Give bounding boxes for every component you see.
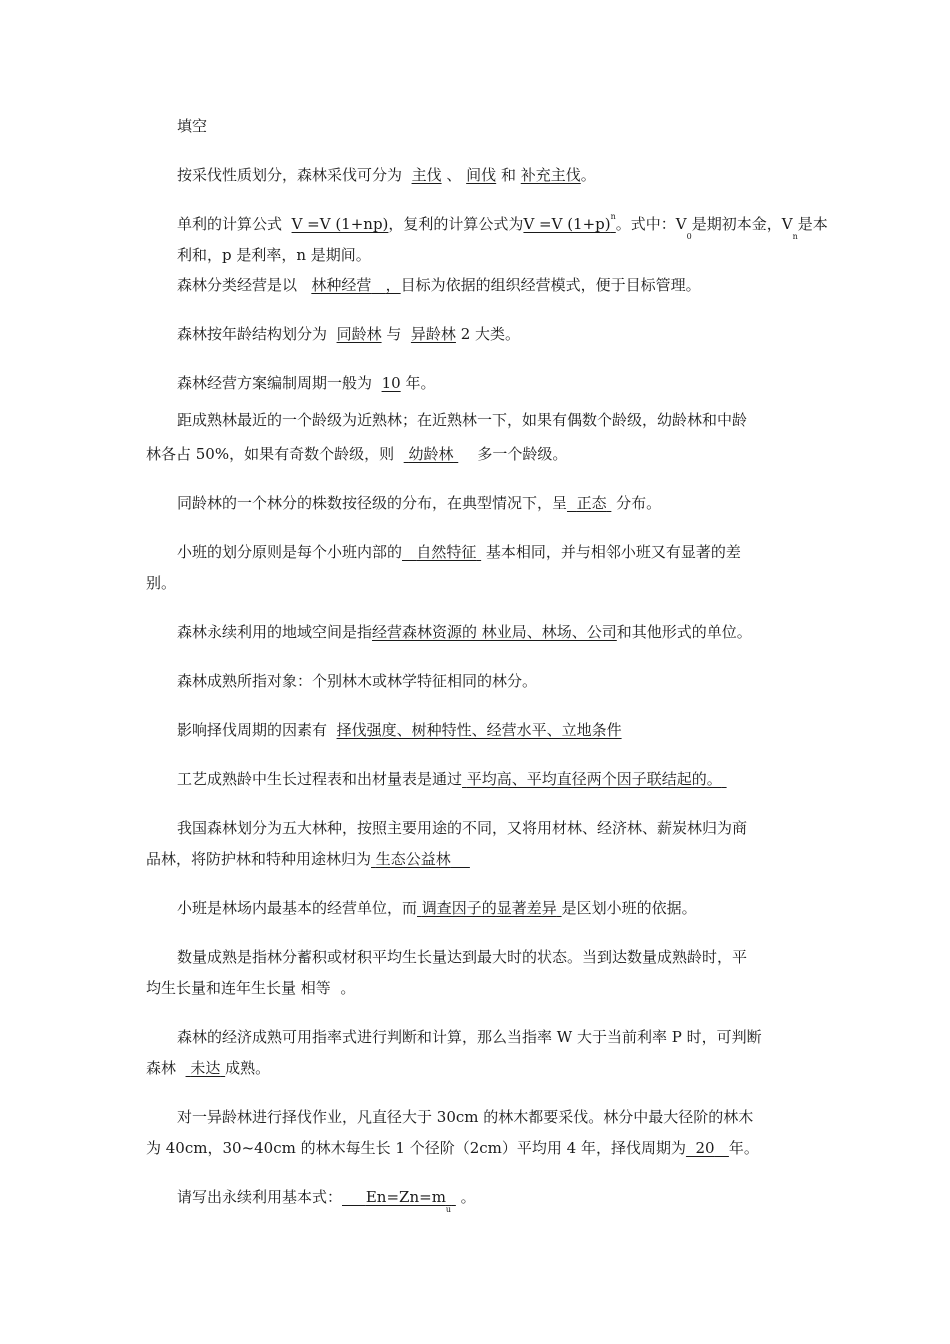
- q2-answer-1: [292, 215, 389, 233]
- q8-text-2: 基本相同，并与相邻小班又有显著的差: [485, 543, 741, 561]
- q15-text: 数量成熟是指林分蓄积或材积平均生长量达到最大时的状态。当到达数量成熟龄时，平: [177, 948, 748, 966]
- q1-conjunction: 和: [500, 166, 516, 184]
- question-8-line-1: [146, 538, 841, 567]
- q4-answer-1: 同龄林: [336, 325, 382, 343]
- q17-text: 对一异龄林进行择伐作业，凡直径大于 30cm 的林木都要采伐。林分中最大径阶的林木: [177, 1108, 754, 1126]
- q16-text-2: 森林: [146, 1059, 177, 1077]
- question-16-line-1: [146, 1023, 841, 1052]
- question-2: [146, 210, 841, 270]
- question-8-line-2: [146, 569, 810, 598]
- q13-text-2: 品林，将防护林和特种用途林归为: [146, 850, 372, 868]
- q13-text: 我国森林划分为五大林种，按照主要用途的不同，又将用材林、经济林、薪炭林归为商: [177, 819, 748, 837]
- question-5: [146, 369, 841, 398]
- q9-answer-1: 经营森林资源的 林业局、林场、公司: [372, 623, 617, 641]
- q14-text: 小班是林场内最基本的经营单位，而: [177, 899, 418, 917]
- q14-answer-text: 调查因子的显著差异: [421, 899, 557, 917]
- question-14: [146, 894, 841, 923]
- q11-answer-1: 择伐强度、树种特性、经营水平、立地条件: [336, 721, 622, 739]
- q17-answer-text: 20: [695, 1139, 715, 1157]
- q13-answer-1: [371, 850, 470, 868]
- q1-end: 。: [580, 166, 596, 184]
- q4-answer-2: 异龄林: [410, 325, 456, 343]
- q8-end: 别。: [146, 574, 177, 592]
- q5-text: 森林经营方案编制周期一般为: [177, 374, 373, 392]
- q3-answer-text: 林种经营: [311, 276, 372, 294]
- q6-answer-text: 幼龄林: [408, 445, 454, 463]
- question-7: [146, 489, 841, 518]
- q16-end: 成熟。: [225, 1059, 271, 1077]
- q8-answer-1: [402, 543, 481, 561]
- q2-answer-2: [523, 212, 616, 233]
- q9-end: 和其他形式的单位。: [616, 623, 752, 641]
- q6-end: 多一个龄级。: [477, 445, 568, 463]
- q16-answer-text: 未达: [190, 1059, 221, 1077]
- q13-answer-text: 生态公益林: [375, 850, 451, 868]
- question-13-line-2: [146, 845, 810, 874]
- q7-answer-text: 正态: [576, 494, 607, 512]
- question-15-line-2: [146, 974, 810, 1003]
- q18-subscript: u: [445, 1205, 452, 1214]
- question-3: [146, 271, 841, 300]
- question-6-line-1: [146, 406, 841, 435]
- q18-answer-text: En=Zn=m: [365, 1188, 446, 1206]
- q12-answer-text: 平均高、平均直径两个因子联结起的。: [466, 770, 722, 788]
- section-heading: [146, 112, 841, 141]
- q8-text: 小班的划分原则是每个小班内部的: [177, 543, 403, 561]
- q7-answer-1: [567, 494, 611, 512]
- q2-simple-interest-formula: V =V (1+np): [291, 215, 389, 233]
- q16-answer-1: [186, 1059, 226, 1077]
- question-9: [146, 618, 841, 647]
- q6-answer-1: [404, 445, 459, 463]
- q1-answer-3: 补充主伐: [520, 166, 581, 184]
- q9-text: 森林永续利用的地域空间是指: [177, 623, 373, 641]
- q17-answer-1: [686, 1139, 729, 1157]
- q2-legend-2: 是期初本金，V: [691, 215, 793, 233]
- q12-text: 工艺成熟龄中生长过程表和出材量表是通过: [177, 770, 463, 788]
- question-15-line-1: [146, 943, 841, 972]
- q2-subscript-0: 0: [686, 232, 692, 241]
- question-13-line-1: [146, 814, 841, 843]
- q1-answer-2: 间伐: [466, 166, 497, 184]
- q15-text-2: 均生长量和连年生长量: [146, 979, 297, 997]
- q14-end: 是区划小班的依据。: [561, 899, 697, 917]
- question-1: [146, 161, 841, 190]
- q15-answer-1: 相等: [300, 979, 331, 997]
- q4-end: 2 大类。: [460, 325, 521, 343]
- q3-comma: ，: [385, 276, 401, 294]
- q6-text: 距成熟林最近的一个龄级为近熟林；在近熟林一下，如果有偶数个龄级，幼龄林和中龄: [177, 411, 748, 429]
- q2-legend-3: 是本利和，p 是利率，n 是期间。: [177, 215, 828, 264]
- q3-answer-1: [311, 276, 400, 294]
- q2-exponent: n: [610, 212, 616, 221]
- q7-end: 分布。: [616, 494, 662, 512]
- q14-answer-1: [417, 899, 562, 917]
- question-4: [146, 320, 841, 349]
- q3-text: 森林分类经营是以: [177, 276, 298, 294]
- question-17-line-1: [146, 1103, 841, 1132]
- q18-text: 请写出永续利用基本式：: [177, 1188, 343, 1206]
- q10-text: 森林成熟所指对象：个别林木或林学特征相同的林分。: [177, 672, 538, 690]
- q1-answer-1: 主伐: [411, 166, 442, 184]
- q16-text: 森林的经济成熟可用指率式进行判断和计算，那么当指率 W 大于当前利率 P 时，可判断: [177, 1028, 762, 1046]
- q12-answer-1: [462, 770, 727, 788]
- question-17-line-2: [146, 1134, 810, 1163]
- q2-text: 单利的计算公式: [177, 215, 283, 233]
- question-10: [146, 667, 841, 696]
- q17-text-2: 为 40cm，30~40cm 的林木每生长 1 个径阶（2cm）平均用 4 年，择伐周期为: [146, 1139, 686, 1157]
- q4-text: 森林按年龄结构划分为: [177, 325, 328, 343]
- question-12: [146, 765, 841, 794]
- q18-answer-1: [342, 1188, 456, 1214]
- q7-text: 同龄林的一个林分的株数按径级的分布，在典型情况下，呈: [177, 494, 568, 512]
- question-6-line-2: [146, 440, 810, 469]
- q17-end: 年。: [728, 1139, 759, 1157]
- q2-subscript-n: n: [792, 232, 798, 241]
- q4-conjunction: 与: [386, 325, 402, 343]
- q3-end: 目标为依据的组织经营模式，便于目标管理。: [400, 276, 701, 294]
- question-16-line-2: [146, 1054, 810, 1083]
- q1-separator: 、: [446, 166, 462, 184]
- q8-answer-text: 自然特征: [416, 543, 477, 561]
- q2-mid-text: ，复利的计算公式为: [388, 215, 524, 233]
- q15-end: 。: [340, 979, 356, 997]
- heading-text: 填空: [177, 117, 208, 135]
- q1-text: 按采伐性质划分，森林采伐可分为: [177, 166, 403, 184]
- q2-legend-1: 。式中：V: [615, 215, 687, 233]
- q18-end: 。: [460, 1188, 476, 1206]
- q5-answer-1: 10: [381, 374, 401, 392]
- q11-text: 影响择伐周期的因素有: [177, 721, 328, 739]
- q2-compound-interest-formula: V =V (1+p): [523, 215, 611, 233]
- question-11: [146, 716, 841, 745]
- question-18: [146, 1183, 841, 1214]
- q5-end: 年。: [405, 374, 436, 392]
- q6-text-2: 林各占 50%，如果有奇数个龄级，则: [146, 445, 395, 463]
